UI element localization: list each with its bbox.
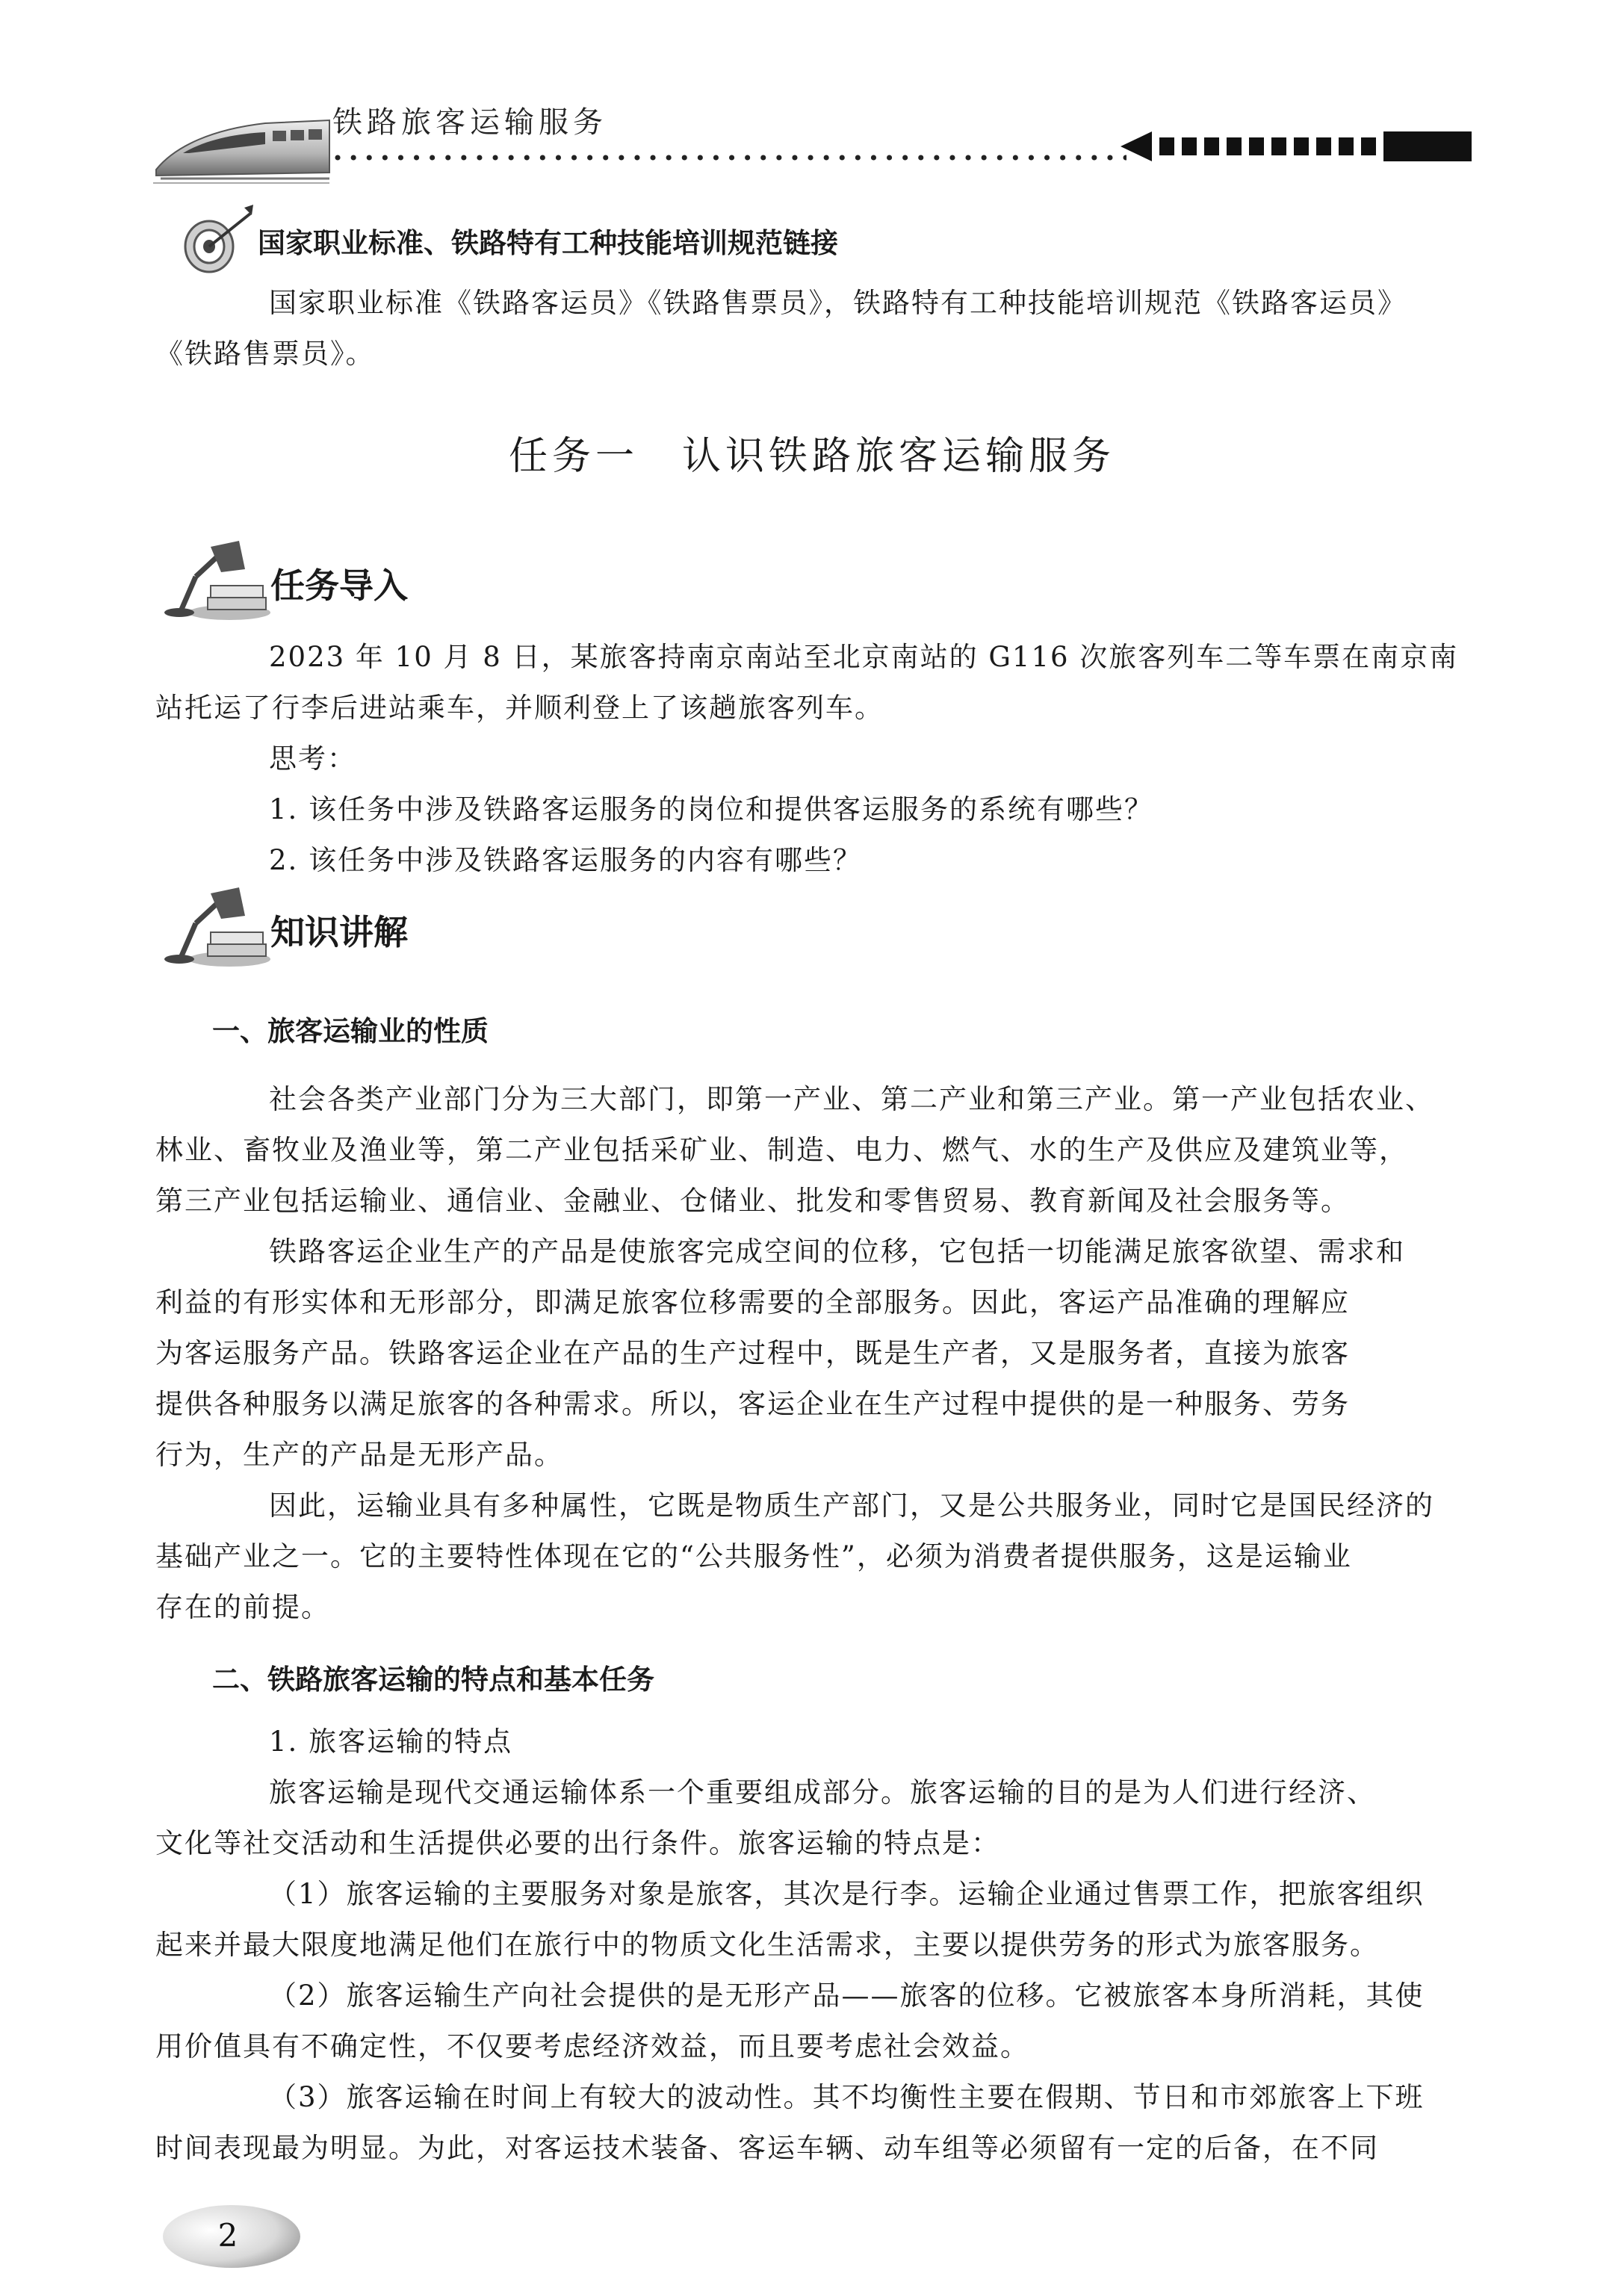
paragraph-line: （1）旅客运输的主要服务对象是旅客，其次是行李。运输企业通过售票工作，把旅客组织 (269, 1878, 1425, 1910)
paragraph (155, 1481, 1481, 1633)
standards-line: 《铁路售票员》。 (155, 338, 375, 370)
paragraph (155, 1227, 1481, 1481)
paragraph-line: 利益的有形实体和无形部分，即满足旅客位移需要的全部服务。因此，客运产品准确的理解应 (155, 1286, 1350, 1318)
header-arrow-bar (1121, 130, 1472, 163)
paragraph-line: 因此，运输业具有多种属性，它既是物质生产部门，又是公共服务业，同时它是国民经济的 (269, 1489, 1434, 1522)
paragraph-line: 林业、畜牧业及渔业等，第二产业包括采矿业、制造、电力、燃气、水的生产及供应及建筑业等， (155, 1134, 1408, 1166)
case-line: 站托运了行李后进站乘车，并顺利登上了该趟旅客列车。 (155, 692, 884, 724)
paragraph-line: 社会各类产业部门分为三大部门，即第一产业、第二产业和第三产业。第一产业包括农业、 (269, 1083, 1434, 1115)
paragraph-line: 存在的前提。 (155, 1591, 330, 1623)
desk-lamp-icon (158, 539, 270, 621)
paragraph-line: （3）旅客运输在时间上有较大的波动性。其不均衡性主要在假期、节日和市郊旅客上下班 (269, 2081, 1425, 2113)
standards-line: 国家职业标准《铁路客运员》《铁路售票员》，铁路特有工种技能培训规范《铁路客运员》 (269, 287, 1407, 319)
paragraph-line: 时间表现最为明显。为此，对客运技术装备、客运车辆、动车组等必须留有一定的后备，在不同 (155, 2132, 1379, 2164)
paragraph-line: 起来并最大限度地满足他们在旅行中的物质文化生活需求，主要以提供劳务的形式为旅客服务。 (155, 1929, 1379, 1961)
running-title: 铁路旅客运输服务 (332, 105, 607, 140)
standards-paragraph (155, 278, 1481, 379)
paragraph-line: 第三产业包括运输业、通信业、金融业、仓储业、批发和零售贸易、教育新闻及社会服务等。 (155, 1185, 1350, 1217)
paragraph (155, 1074, 1481, 1227)
paragraph-line: 为客运服务产品。铁路客运企业在产品的生产过程中，既是生产者，又是服务者，直接为旅客 (155, 1337, 1350, 1369)
task-title: 任务一 认识铁路旅客运输服务 (508, 434, 1115, 479)
paragraph-line: 基础产业之一。它的主要特性体现在它的“公共服务性”，必须为消费者提供服务，这是运输业 (155, 1540, 1352, 1572)
target-icon (176, 203, 258, 278)
paragraph-line: 文化等社交活动和生活提供必要的出行条件。旅客运输的特点是： (155, 1827, 1000, 1859)
think-label: 思考： (269, 743, 356, 775)
standards-heading: 国家职业标准、铁路特有工种技能培训规范链接 (258, 227, 838, 259)
task-intro-heading: 任务导入 (270, 565, 408, 606)
header-dotted-rule (335, 154, 1126, 161)
section-heading: 一、旅客运输业的性质 (212, 1015, 489, 1047)
paragraph-line: 行为，生产的产品是无形产品。 (155, 1439, 563, 1471)
case-paragraph (155, 632, 1481, 734)
case-line: 2023 年 10 月 8 日，某旅客持南京南站至北京南站的 G116 次旅客列车二等车票在南京南 (269, 641, 1459, 673)
paragraph-line: 用价值具有不确定性，不仅要考虑经济效益，而且要考虑社会效益。 (155, 2030, 1029, 2062)
paragraph-line: 提供各种服务以满足旅客的各种需求。所以，客运企业在生产过程中提供的是一种服务、劳务 (155, 1388, 1350, 1420)
paragraph-line: 旅客运输是现代交通运输体系一个重要组成部分。旅客运输的目的是为人们进行经济、 (269, 1776, 1376, 1808)
question-item: 1. 该任务中涉及铁路客运服务的岗位和提供客运服务的系统有哪些？ (269, 793, 1154, 825)
paragraph (155, 1717, 1481, 2174)
page-number: 2 (217, 2217, 238, 2254)
paragraph-line: （2）旅客运输生产向社会提供的是无形产品——旅客的位移。它被旅客本身所消耗，其使 (269, 1980, 1425, 2012)
train-icon (153, 101, 332, 187)
desk-lamp-icon (158, 886, 270, 968)
think-block (212, 734, 1481, 886)
question-item: 2. 该任务中涉及铁路客运服务的内容有哪些？ (269, 844, 863, 876)
section-heading: 二、铁路旅客运输的特点和基本任务 (212, 1664, 654, 1696)
subheading: 1. 旅客运输的特点 (269, 1726, 513, 1758)
paragraph-line: 铁路客运企业生产的产品是使旅客完成空间的位移，它包括一切能满足旅客欲望、需求和 (269, 1236, 1405, 1268)
knowledge-heading: 知识讲解 (270, 912, 408, 952)
